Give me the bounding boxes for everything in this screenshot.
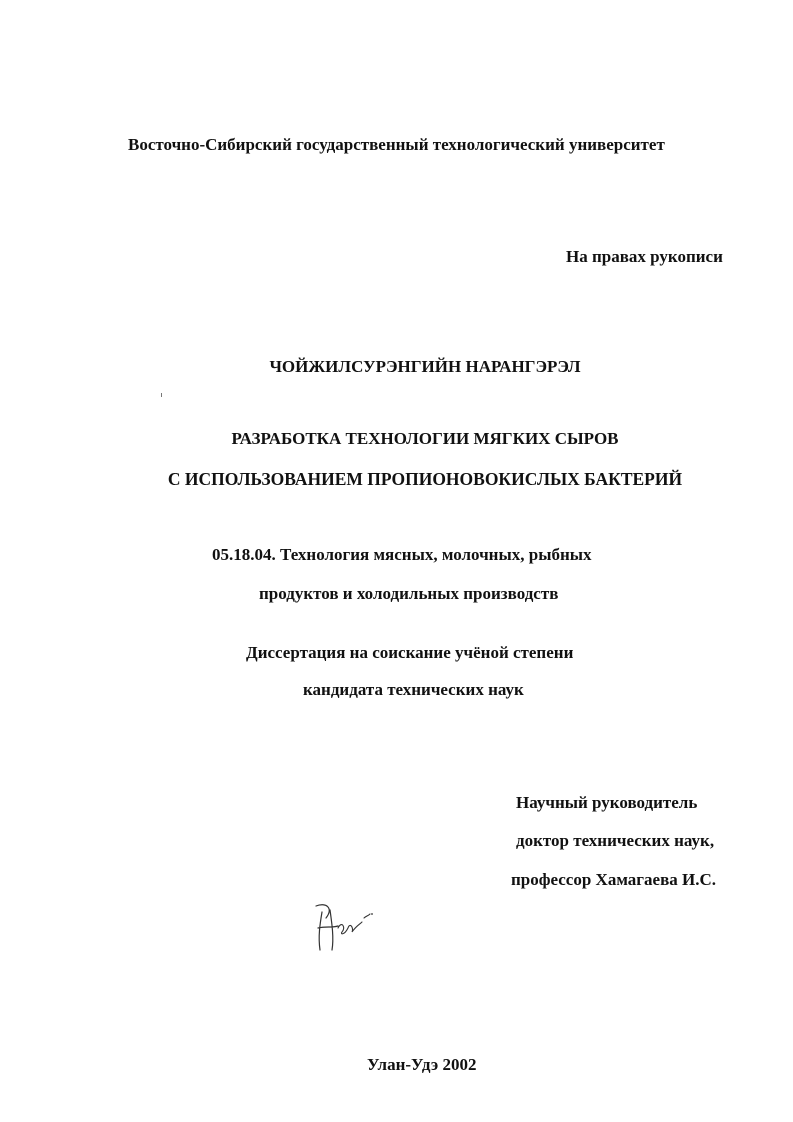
author-name: ЧОЙЖИЛСУРЭНГИЙН НАРАНГЭРЭЛ xyxy=(269,357,581,376)
advisor-degree: доктор технических наук, xyxy=(516,831,715,850)
advisor-name: профессор Хамагаева И.С. xyxy=(511,870,716,889)
specialty-line-2: продуктов и холодильных производств xyxy=(259,584,559,603)
city-year: Улан-Удэ 2002 xyxy=(367,1055,477,1074)
handwritten-signature xyxy=(312,898,382,958)
university-name: Восточно-Сибирский государственный технологический университет xyxy=(128,135,665,154)
dissertation-degree-line-1: Диссертация на соискание учёной степени xyxy=(246,643,574,662)
thesis-title-line-2: С ИСПОЛЬЗОВАНИЕМ ПРОПИОНОВОКИСЛЫХ БАКТЕРИЙ xyxy=(167,469,683,489)
thesis-title-line-1: РАЗРАБОТКА ТЕХНОЛОГИИ МЯГКИХ СЫРОВ xyxy=(231,429,619,448)
advisor-heading: Научный руководитель xyxy=(516,793,698,812)
manuscript-note: На правах рукописи xyxy=(566,247,723,266)
specialty-line-1: 05.18.04. Технология мясных, молочных, рыбных xyxy=(212,545,592,564)
dissertation-degree-line-2: кандидата технических наук xyxy=(303,680,524,699)
scan-speck xyxy=(161,393,162,397)
